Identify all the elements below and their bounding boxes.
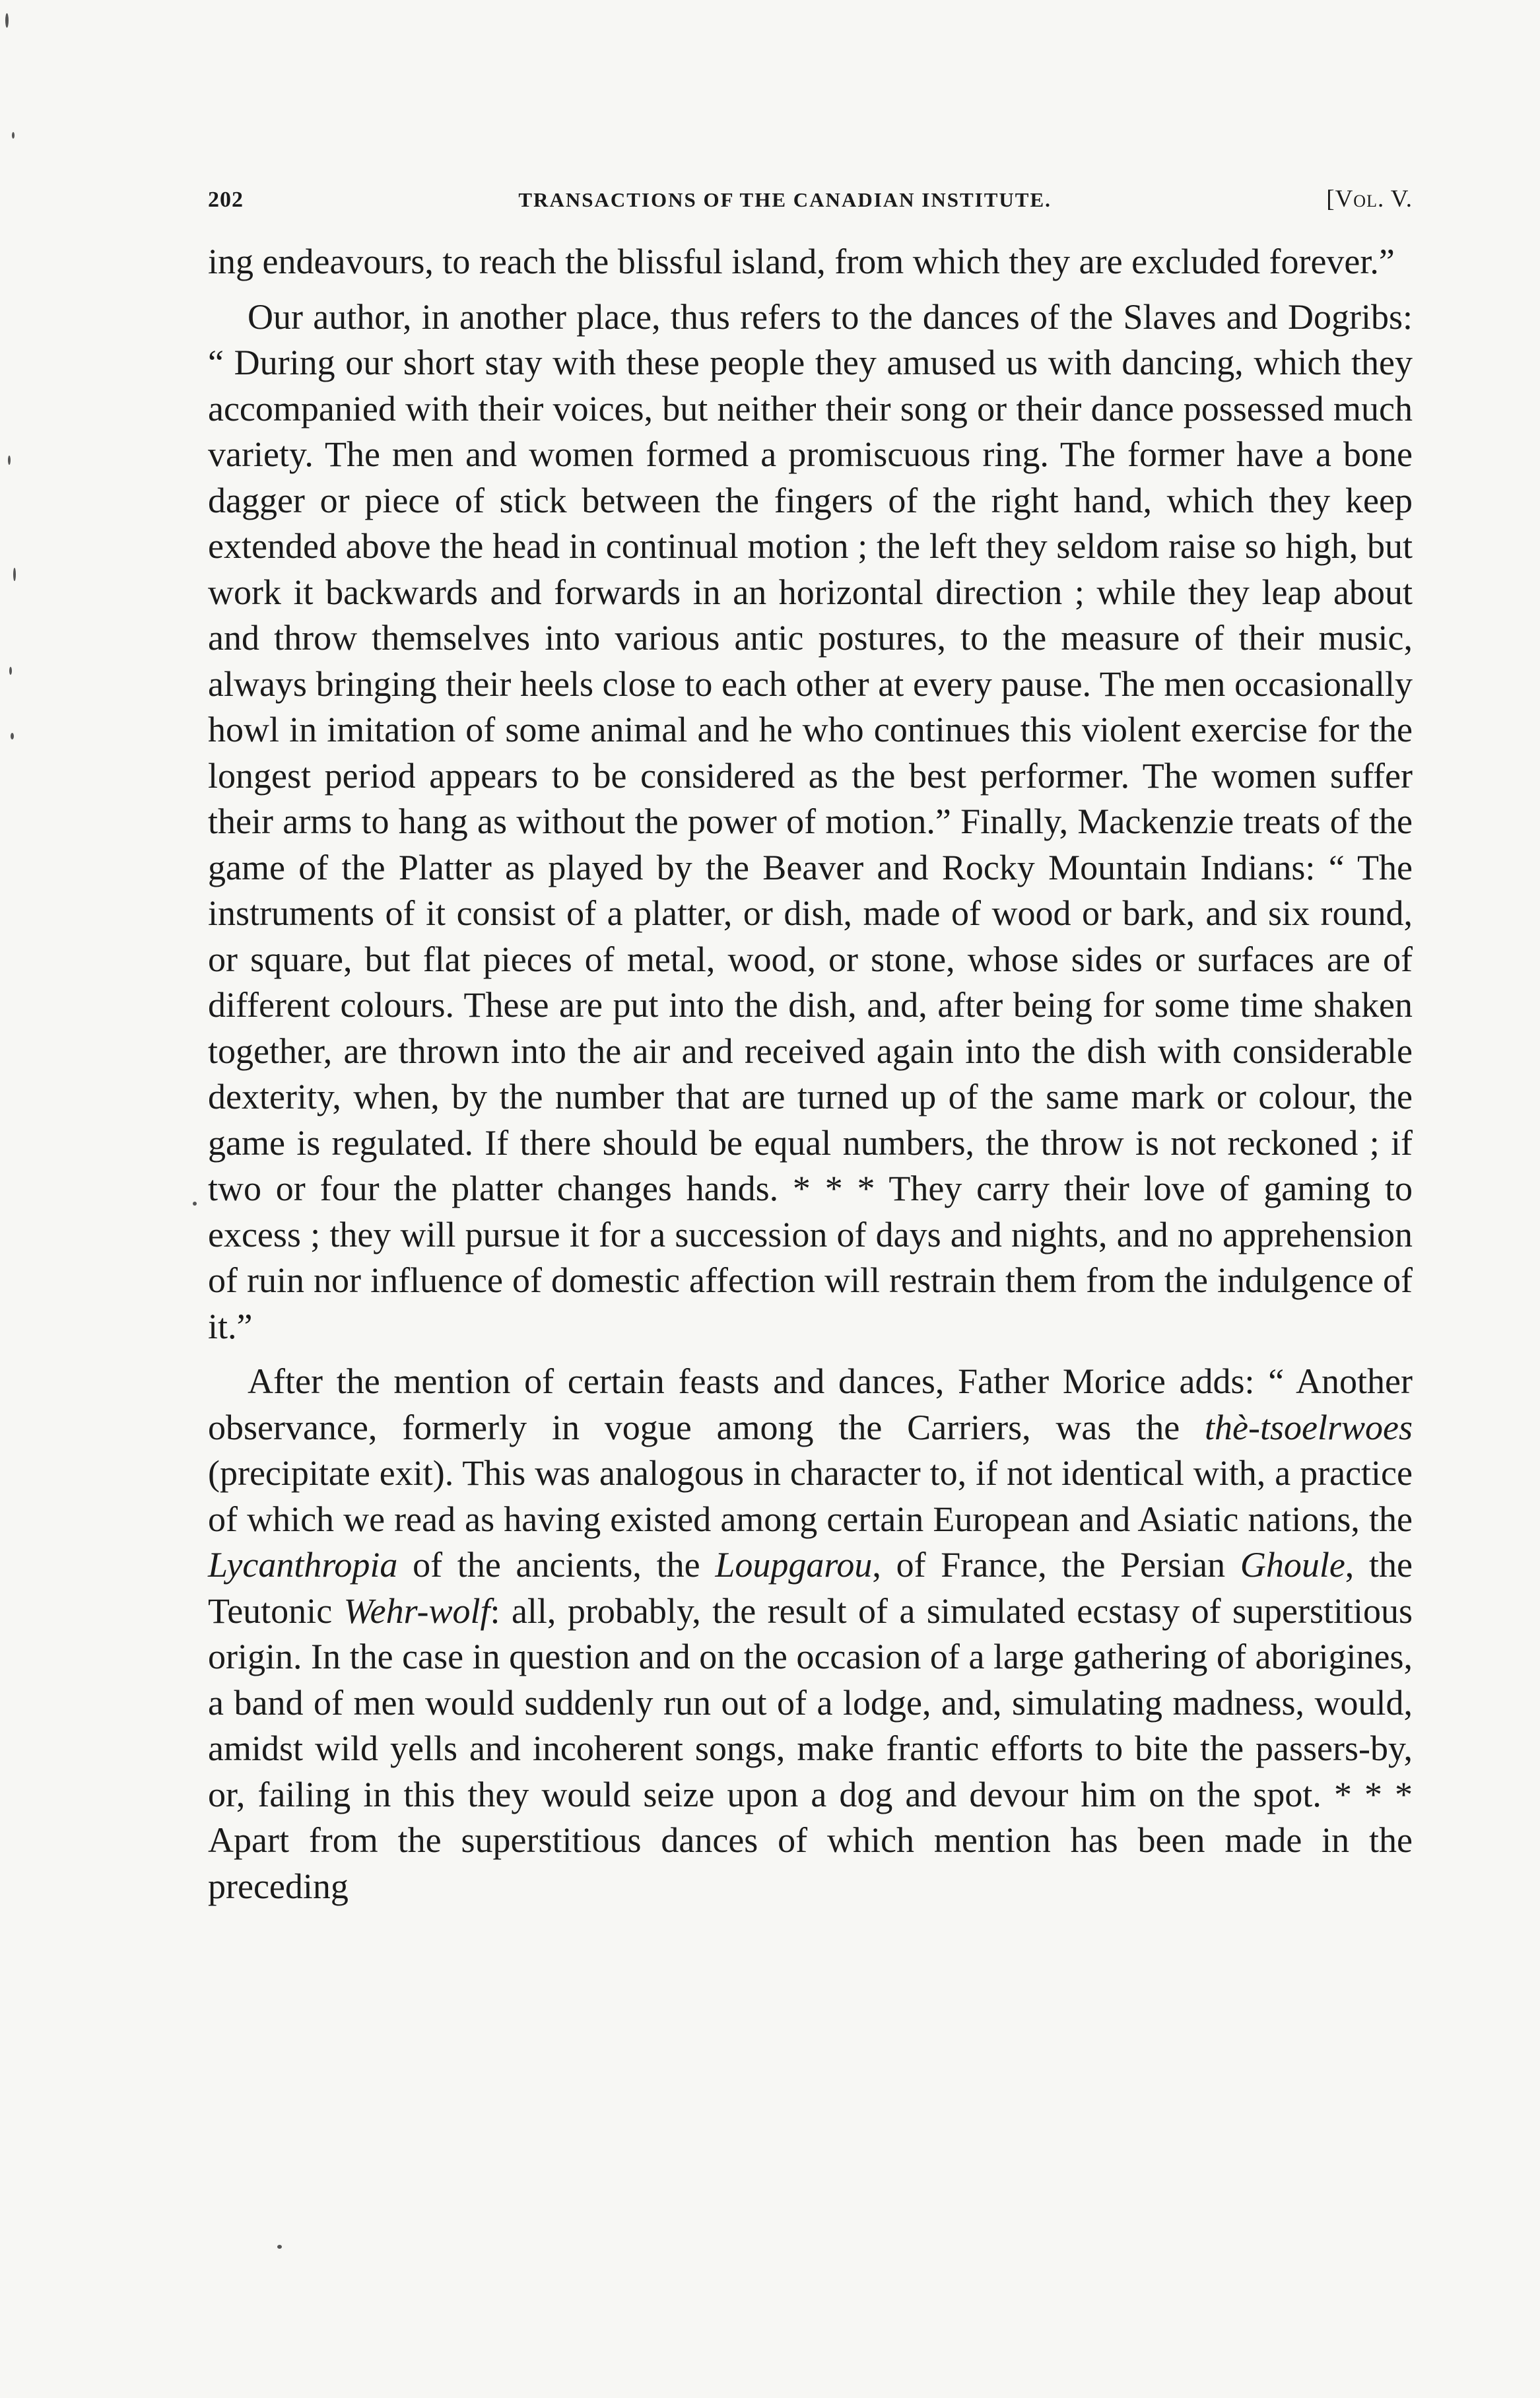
term-wehr-wolf: Wehr-wolf (343, 1591, 490, 1631)
text-segment: of the ancients, the (397, 1545, 716, 1585)
body-text (208, 239, 1413, 1909)
text-segment: (precipitate exit). This was analogous in character to, if not identical with, a practice of which we read as having existed among certain European and Asiatic nations, the (208, 1453, 1413, 1539)
paragraph-continued: ing endeavours, to reach the blissful island, from which they are excluded forever.” (208, 242, 1395, 281)
scan-speck (193, 1202, 197, 1206)
term-loupgarou: Loupgarou (715, 1545, 873, 1585)
text-segment: : all, probably, the result of a simulated ecstasy of superstitious origin. In the case in question and on the occasion of a large gathering of aborigines, a band of men would suddenly run out of a lodge, and, simulating madness, would, amidst wild yells and incoherent songs, make frantic efforts to bite the passers-by, or, failing in this they would seize upon a dog and devour him on the spot. * * * Apart from the superstitious dances of which mention has been made in the preceding (208, 1591, 1413, 1906)
running-head (208, 185, 1413, 224)
scan-speck (12, 132, 15, 139)
text-segment: , of France, the Persian (872, 1545, 1240, 1585)
paragraph-mackenzie-dances: Our author, in another place, thus refers to the dances of the Slaves and Dogribs: “ During our short stay with these people they amused us with dancing, which they accompanied with their voices, but neither their song or their dance possessed much variety. The men and women formed a promiscuous ring. The former have a bone dagger or piece of stick between the fingers of the right hand, which they keep extended above the head in continual motion ; the left they seldom raise so high, but work it backwards and forwards in an horizontal direction ; while they leap about and throw themselves into various antic postures, to the measure of their music, always bringing their heels close to each other at every pause. The men occasionally howl in imitation of some animal and he who continues this violent exercise for the longest period appears to be considered as the best performer. The women suffer their arms to hang as without the power of motion.” Finally, Mackenzie treats of the game of the Platter as played by the Beaver and Rocky Mountain Indians: “ The instruments of it consist of a platter, or dish, made of wood or bark, and six round, or square, but flat pieces of metal, wood, or stone, whose sides or surfaces are of different colours. These are put into the dish, and, after being for some time shaken together, are thrown into the air and received again into the dish with considerable dexterity, when, by the number that are turned up of the same mark or colour, the game is regulated. If there should be equal numbers, the throw is not reckoned ; if two or four the platter changes hands. * * * They carry their love of gaming to excess ; they will pursue it for a succession of days and nights, and no apprehension of ruin nor influence of domestic affection will restrain them from the indulgence of it.” (208, 296, 1413, 1346)
scan-speck (9, 667, 12, 675)
scan-speck (5, 13, 9, 28)
volume-label: [Vol. V. (1326, 186, 1413, 213)
scan-speck (11, 733, 14, 739)
scan-speck (13, 568, 16, 581)
paragraph-father-morice (208, 1359, 1413, 1909)
term-ghoule: Ghoule (1240, 1545, 1345, 1585)
native-term: thè-tsoelrwoes (1205, 1407, 1413, 1447)
scan-speck (277, 2245, 282, 2249)
text-segment: , the Teutonic (208, 1545, 1413, 1631)
scan-speck (8, 456, 11, 465)
text-segment: After the mention of certain feasts and dances, Father Morice adds: “ Another observance, formerly in vogue among the Carriers, was the (208, 1361, 1413, 1447)
term-lycanthropia: Lycanthropia (208, 1545, 398, 1585)
page-number: 202 (208, 188, 244, 212)
journal-title: TRANSACTIONS OF THE CANADIAN INSTITUTE. (518, 188, 1052, 211)
book-page (208, 185, 1413, 1909)
